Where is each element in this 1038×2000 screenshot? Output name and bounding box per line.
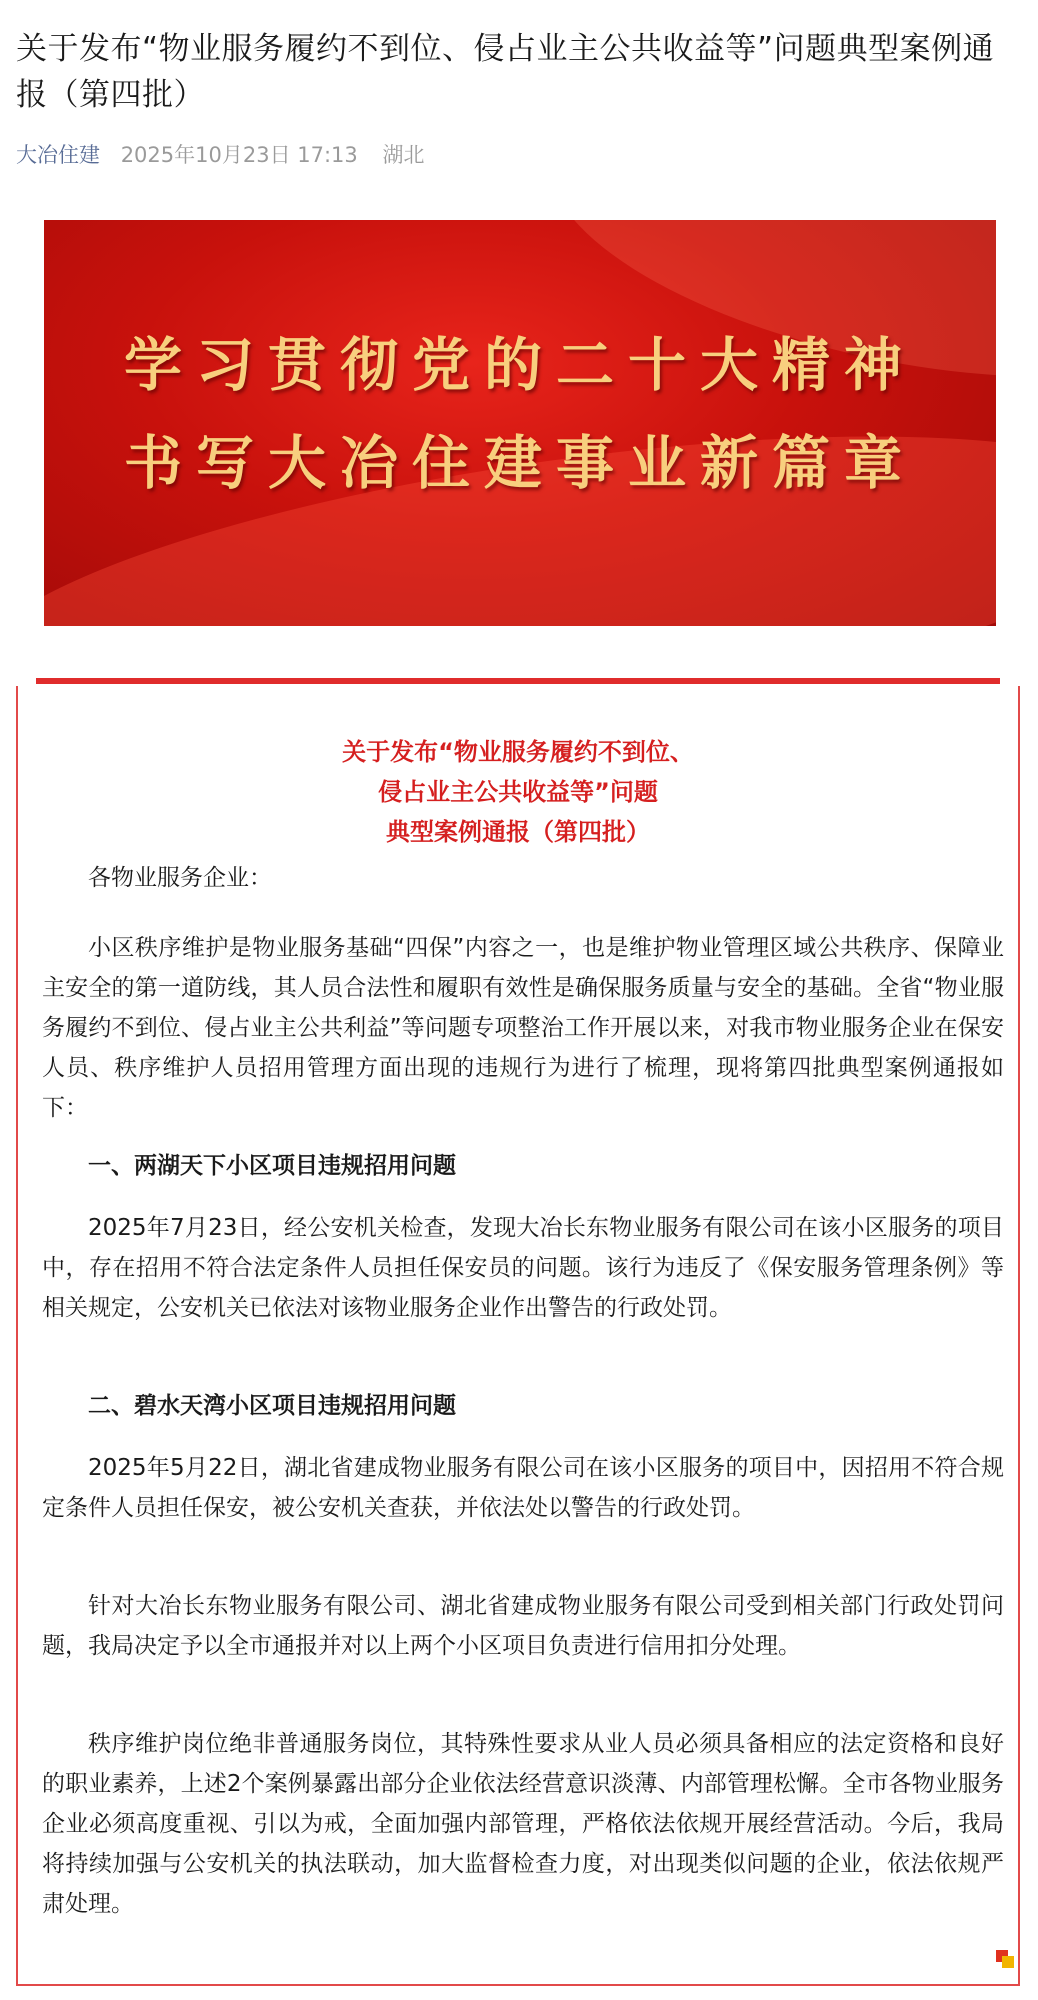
publish-date: 2025年10月23日 17:13 — [120, 143, 358, 167]
document-title-line: 侵占业主公共收益等”问题 — [378, 778, 658, 806]
document-title-line: 典型案例通报（第四批） — [386, 818, 650, 846]
publish-location: 湖北 — [382, 143, 425, 167]
banner-slogan-line2: 书写大冶住建事业新篇章 — [123, 429, 916, 497]
decision-paragraph: 针对大冶长东物业服务有限公司、湖北省建成物业服务有限公司受到相关部门行政处罚问题，我局决定予以全市通报并对以上两个小区项目负责进行信用扣分处理。 — [42, 1593, 1004, 1659]
conclusion-paragraph: 秩序维护岗位绝非普通服务岗位，其特殊性要求从业人员必须具备相应的法定资格和良好的职业素养，上述2个案例暴露出部分企业依法经营意识淡薄、内部管理松懈。全市各物业服务企业必须高度重视、引以为戒，全面加强内部管理，严格依法依规开展经营活动。今后，我局将持续加强与公安机关的执法联动，加大监督检查力度，对出现类似问题的企业，依法依规严肃处理。 — [42, 1731, 1004, 1917]
article-title: 关于发布“物业服务履约不到位、侵占业主公共收益等”问题典型案例通报（第四批） — [16, 31, 995, 113]
document-title — [18, 732, 1018, 852]
banner-image — [44, 220, 996, 626]
banner-wave-decoration — [44, 378, 996, 626]
banner-slogan-line1: 学习贯彻党的二十大精神 — [123, 331, 916, 399]
corner-logo-icon — [996, 1950, 1014, 1968]
case2-paragraph: 2025年5月22日，湖北省建成物业服务有限公司在该小区服务的项目中，因招用不符合规定条件人员担任保安，被公安机关查获，并依法处以警告的行政处罚。 — [42, 1455, 1004, 1521]
case1-heading: 一、两湖天下小区项目违规招用问题 — [88, 1153, 456, 1179]
salutation: 各物业服务企业： — [88, 865, 272, 891]
document-title-line: 关于发布“物业服务履约不到位、 — [342, 738, 694, 766]
account-name-link[interactable]: 大冶住建 — [16, 143, 100, 167]
article-meta — [16, 140, 424, 170]
intro-paragraph: 小区秩序维护是物业服务基础“四保”内容之一，也是维护物业管理区域公共秩序、保障业主安全的第一道防线，其人员合法性和履职有效性是确保服务质量与安全的基础。全省“物业服务履约不到位、侵占业主公共利益”等问题专项整治工作开展以来，对我市物业服务企业在保安人员、秩序维护人员招用管理方面出现的违规行为进行了梳理，现将第四批典型案例通报如下： — [42, 935, 1004, 1121]
document-red-header-bar — [36, 678, 1000, 684]
case2-heading: 二、碧水天湾小区项目违规招用问题 — [88, 1393, 456, 1419]
document-frame — [16, 686, 1020, 1986]
case1-paragraph: 2025年7月23日，经公安机关检查，发现大冶长东物业服务有限公司在该小区服务的项目中，存在招用不符合法定条件人员担任保安员的问题。该行为违反了《保安服务管理条例》等相关规定，公安机关已依法对该物业服务企业作出警告的行政处罚。 — [42, 1215, 1004, 1321]
